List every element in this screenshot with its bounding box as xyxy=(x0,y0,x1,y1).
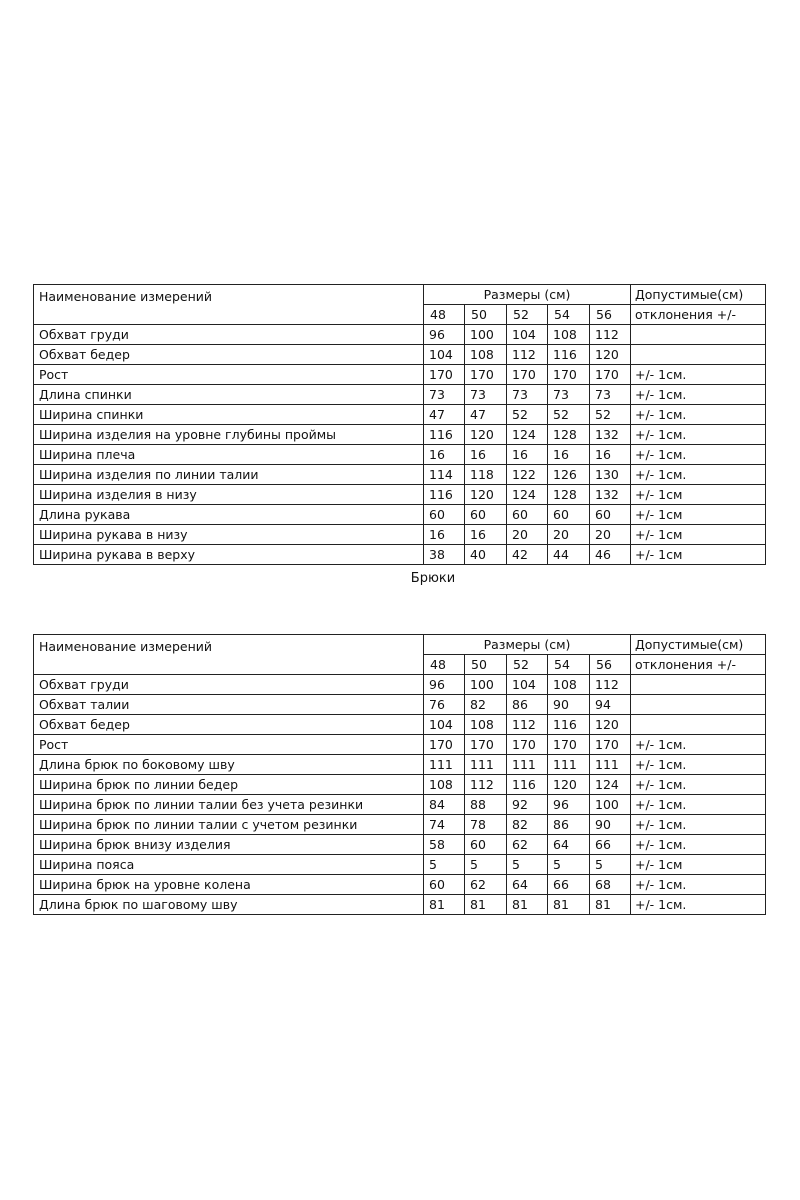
measurement-value: 116 xyxy=(548,345,590,365)
measurement-value: 170 xyxy=(424,365,465,385)
measurement-name: Длина рукава xyxy=(34,505,424,525)
measurement-value: 116 xyxy=(424,425,465,445)
table-row xyxy=(34,465,766,485)
measurement-name-header: Наименование измерений xyxy=(34,635,424,675)
measurement-value: 62 xyxy=(465,875,507,895)
table-row xyxy=(34,405,766,425)
table-row xyxy=(34,425,766,445)
tolerance-value: +/- 1см. xyxy=(631,405,766,425)
tolerance-value: +/- 1см. xyxy=(631,815,766,835)
measurement-value: 86 xyxy=(507,695,548,715)
measurement-name: Длина спинки xyxy=(34,385,424,405)
measurement-value: 73 xyxy=(590,385,631,405)
measurement-value: 128 xyxy=(548,485,590,505)
measurement-name: Рост xyxy=(34,735,424,755)
size-56: 56 xyxy=(590,655,631,675)
tolerance-value xyxy=(631,675,766,695)
measurement-value: 81 xyxy=(507,895,548,915)
table-row xyxy=(34,675,766,695)
measurement-value: 52 xyxy=(590,405,631,425)
measurement-value: 60 xyxy=(465,505,507,525)
size-table-trousers xyxy=(33,634,766,915)
measurement-name: Ширина брюк по линии талии без учета резинки xyxy=(34,795,424,815)
tolerance-value: +/- 1см. xyxy=(631,775,766,795)
measurement-value: 170 xyxy=(548,365,590,385)
tolerance-value: +/- 1см xyxy=(631,485,766,505)
header-row xyxy=(34,285,766,305)
measurement-name: Обхват талии xyxy=(34,695,424,715)
measurement-value: 60 xyxy=(507,505,548,525)
measurement-value: 40 xyxy=(465,545,507,565)
measurement-value: 132 xyxy=(590,425,631,445)
table-row xyxy=(34,735,766,755)
sizes-header: Размеры (см) xyxy=(424,285,631,305)
measurement-value: 108 xyxy=(424,775,465,795)
measurement-name: Ширина брюк внизу изделия xyxy=(34,835,424,855)
measurement-value: 92 xyxy=(507,795,548,815)
measurement-value: 16 xyxy=(465,445,507,465)
size-48: 48 xyxy=(424,655,465,675)
measurement-value: 60 xyxy=(548,505,590,525)
tolerance-value: +/- 1см xyxy=(631,525,766,545)
tolerance-value: +/- 1см. xyxy=(631,465,766,485)
measurement-name: Ширина изделия в низу xyxy=(34,485,424,505)
measurement-value: 111 xyxy=(590,755,631,775)
tolerance-value: +/- 1см. xyxy=(631,365,766,385)
measurement-name: Ширина брюк по линии бедер xyxy=(34,775,424,795)
measurement-value: 47 xyxy=(424,405,465,425)
measurement-value: 52 xyxy=(548,405,590,425)
measurement-value: 94 xyxy=(590,695,631,715)
size-50: 50 xyxy=(465,655,507,675)
measurement-value: 120 xyxy=(465,485,507,505)
table-row xyxy=(34,875,766,895)
size-table-trousers-body xyxy=(34,635,766,915)
measurement-value: 58 xyxy=(424,835,465,855)
measurement-value: 60 xyxy=(465,835,507,855)
measurement-value: 47 xyxy=(465,405,507,425)
tolerance-value xyxy=(631,345,766,365)
measurement-value: 5 xyxy=(465,855,507,875)
measurement-value: 104 xyxy=(507,325,548,345)
size-table-top-body xyxy=(34,285,766,565)
size-table-top xyxy=(33,284,766,565)
table-row xyxy=(34,815,766,835)
measurement-value: 5 xyxy=(424,855,465,875)
size-52: 52 xyxy=(507,655,548,675)
measurement-value: 20 xyxy=(548,525,590,545)
tolerance-header-line2: отклонения +/- xyxy=(631,305,766,325)
measurement-value: 170 xyxy=(424,735,465,755)
measurement-value: 81 xyxy=(465,895,507,915)
table-row xyxy=(34,385,766,405)
measurement-name: Длина брюк по шаговому шву xyxy=(34,895,424,915)
table-row xyxy=(34,695,766,715)
measurement-value: 122 xyxy=(507,465,548,485)
table-row xyxy=(34,505,766,525)
measurement-value: 20 xyxy=(507,525,548,545)
measurement-name: Ширина брюк по линии талии с учетом резинки xyxy=(34,815,424,835)
measurement-value: 76 xyxy=(424,695,465,715)
measurement-value: 170 xyxy=(507,365,548,385)
measurement-value: 112 xyxy=(465,775,507,795)
measurement-value: 64 xyxy=(548,835,590,855)
measurement-name: Ширина изделия на уровне глубины проймы xyxy=(34,425,424,445)
measurement-value: 5 xyxy=(548,855,590,875)
measurement-value: 132 xyxy=(590,485,631,505)
measurement-value: 170 xyxy=(590,735,631,755)
measurement-value: 73 xyxy=(424,385,465,405)
tolerance-value: +/- 1см. xyxy=(631,445,766,465)
measurement-value: 74 xyxy=(424,815,465,835)
measurement-value: 104 xyxy=(507,675,548,695)
measurement-value: 100 xyxy=(590,795,631,815)
measurement-name: Обхват груди xyxy=(34,675,424,695)
measurement-value: 116 xyxy=(507,775,548,795)
measurement-value: 96 xyxy=(548,795,590,815)
table-row xyxy=(34,365,766,385)
measurement-value: 90 xyxy=(590,815,631,835)
measurement-value: 66 xyxy=(590,835,631,855)
measurement-value: 112 xyxy=(590,325,631,345)
measurement-value: 5 xyxy=(507,855,548,875)
measurement-name: Ширина рукава в верху xyxy=(34,545,424,565)
measurement-value: 128 xyxy=(548,425,590,445)
table-row xyxy=(34,775,766,795)
measurement-value: 104 xyxy=(424,715,465,735)
measurement-name: Ширина пояса xyxy=(34,855,424,875)
measurement-value: 16 xyxy=(424,445,465,465)
measurement-value: 116 xyxy=(548,715,590,735)
tolerance-value: +/- 1см. xyxy=(631,795,766,815)
measurement-value: 108 xyxy=(548,675,590,695)
table-row xyxy=(34,485,766,505)
measurement-value: 111 xyxy=(424,755,465,775)
measurement-value: 124 xyxy=(507,485,548,505)
tolerance-value: +/- 1см. xyxy=(631,895,766,915)
measurement-value: 81 xyxy=(548,895,590,915)
tolerance-value: +/- 1см xyxy=(631,855,766,875)
size-56: 56 xyxy=(590,305,631,325)
size-54: 54 xyxy=(548,655,590,675)
measurement-value: 104 xyxy=(424,345,465,365)
table-row xyxy=(34,715,766,735)
measurement-value: 82 xyxy=(465,695,507,715)
measurement-value: 100 xyxy=(465,325,507,345)
table-row xyxy=(34,835,766,855)
table-row xyxy=(34,795,766,815)
size-54: 54 xyxy=(548,305,590,325)
measurement-value: 112 xyxy=(507,715,548,735)
measurement-value: 46 xyxy=(590,545,631,565)
measurement-value: 16 xyxy=(424,525,465,545)
measurement-value: 96 xyxy=(424,675,465,695)
measurement-name: Обхват бедер xyxy=(34,345,424,365)
measurement-value: 112 xyxy=(590,675,631,695)
tolerance-value xyxy=(631,715,766,735)
measurement-value: 44 xyxy=(548,545,590,565)
measurement-value: 16 xyxy=(465,525,507,545)
measurement-value: 42 xyxy=(507,545,548,565)
measurement-value: 170 xyxy=(465,365,507,385)
measurement-name: Ширина плеча xyxy=(34,445,424,465)
header-row xyxy=(34,635,766,655)
table-row xyxy=(34,855,766,875)
measurement-value: 108 xyxy=(465,715,507,735)
tolerance-value xyxy=(631,325,766,345)
measurement-value: 38 xyxy=(424,545,465,565)
measurement-name: Ширина брюк на уровне колена xyxy=(34,875,424,895)
measurement-value: 16 xyxy=(548,445,590,465)
tolerance-value: +/- 1см. xyxy=(631,835,766,855)
measurement-value: 86 xyxy=(548,815,590,835)
tolerance-value: +/- 1см. xyxy=(631,735,766,755)
tolerance-value: +/- 1см. xyxy=(631,425,766,445)
measurement-value: 120 xyxy=(590,715,631,735)
table-row xyxy=(34,755,766,775)
tolerance-value: +/- 1см xyxy=(631,505,766,525)
measurement-value: 84 xyxy=(424,795,465,815)
measurement-name-header: Наименование измерений xyxy=(34,285,424,325)
measurement-value: 118 xyxy=(465,465,507,485)
measurement-value: 52 xyxy=(507,405,548,425)
tolerance-value: +/- 1см xyxy=(631,545,766,565)
tolerance-header-line2: отклонения +/- xyxy=(631,655,766,675)
measurement-value: 16 xyxy=(590,445,631,465)
measurement-value: 73 xyxy=(548,385,590,405)
measurement-value: 111 xyxy=(507,755,548,775)
measurement-value: 68 xyxy=(590,875,631,895)
measurement-value: 64 xyxy=(507,875,548,895)
measurement-value: 73 xyxy=(507,385,548,405)
measurement-value: 62 xyxy=(507,835,548,855)
measurement-value: 114 xyxy=(424,465,465,485)
measurement-value: 170 xyxy=(507,735,548,755)
measurement-value: 73 xyxy=(465,385,507,405)
tolerance-value: +/- 1см. xyxy=(631,755,766,775)
measurement-name: Ширина рукава в низу xyxy=(34,525,424,545)
measurement-name: Рост xyxy=(34,365,424,385)
measurement-value: 111 xyxy=(548,755,590,775)
measurement-value: 120 xyxy=(465,425,507,445)
measurement-value: 170 xyxy=(548,735,590,755)
measurement-value: 5 xyxy=(590,855,631,875)
table-row xyxy=(34,445,766,465)
measurement-value: 116 xyxy=(424,485,465,505)
measurement-value: 100 xyxy=(465,675,507,695)
measurement-value: 120 xyxy=(548,775,590,795)
tolerance-header-line1: Допустимые(см) xyxy=(631,285,766,305)
measurement-value: 124 xyxy=(507,425,548,445)
measurement-name: Обхват груди xyxy=(34,325,424,345)
table-row xyxy=(34,325,766,345)
tolerance-value: +/- 1см. xyxy=(631,385,766,405)
size-50: 50 xyxy=(465,305,507,325)
table-row xyxy=(34,545,766,565)
measurement-name: Обхват бедер xyxy=(34,715,424,735)
measurement-value: 78 xyxy=(465,815,507,835)
measurement-value: 112 xyxy=(507,345,548,365)
tolerance-value xyxy=(631,695,766,715)
measurement-value: 108 xyxy=(465,345,507,365)
table-row xyxy=(34,895,766,915)
measurement-value: 60 xyxy=(424,505,465,525)
measurement-value: 81 xyxy=(590,895,631,915)
measurement-value: 170 xyxy=(590,365,631,385)
size-48: 48 xyxy=(424,305,465,325)
measurement-value: 60 xyxy=(424,875,465,895)
measurement-value: 120 xyxy=(590,345,631,365)
measurement-value: 81 xyxy=(424,895,465,915)
measurement-value: 124 xyxy=(590,775,631,795)
measurement-value: 130 xyxy=(590,465,631,485)
measurement-value: 126 xyxy=(548,465,590,485)
tolerance-header-line1: Допустимые(см) xyxy=(631,635,766,655)
sizes-header: Размеры (см) xyxy=(424,635,631,655)
measurement-value: 170 xyxy=(465,735,507,755)
section-label-trousers: Брюки xyxy=(410,571,456,586)
size-52: 52 xyxy=(507,305,548,325)
measurement-name: Длина брюк по боковому шву xyxy=(34,755,424,775)
measurement-value: 20 xyxy=(590,525,631,545)
measurement-value: 108 xyxy=(548,325,590,345)
measurement-value: 111 xyxy=(465,755,507,775)
measurement-value: 90 xyxy=(548,695,590,715)
measurement-name: Ширина изделия по линии талии xyxy=(34,465,424,485)
measurement-value: 88 xyxy=(465,795,507,815)
table-row xyxy=(34,525,766,545)
measurement-value: 96 xyxy=(424,325,465,345)
measurement-value: 66 xyxy=(548,875,590,895)
measurement-value: 16 xyxy=(507,445,548,465)
measurement-name: Ширина спинки xyxy=(34,405,424,425)
table-row xyxy=(34,345,766,365)
tolerance-value: +/- 1см. xyxy=(631,875,766,895)
measurement-value: 60 xyxy=(590,505,631,525)
measurement-value: 82 xyxy=(507,815,548,835)
